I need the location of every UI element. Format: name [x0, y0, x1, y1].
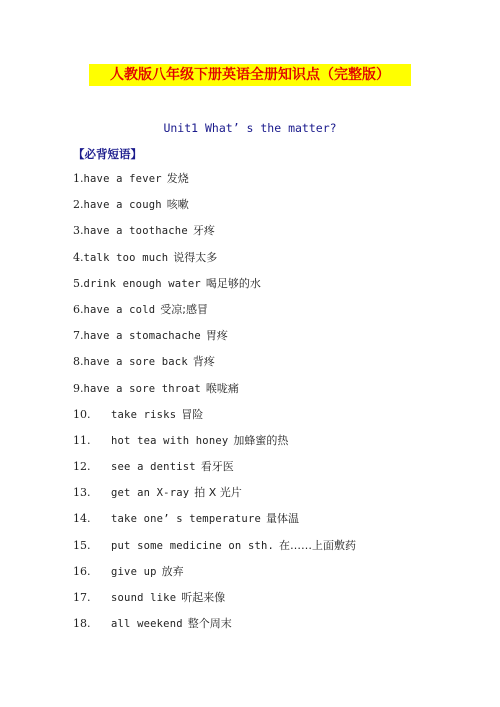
phrase-item — [73, 563, 356, 589]
phrase-chinese: 整个周末 — [187, 617, 232, 631]
phrase-item — [73, 353, 356, 379]
phrase-english: all weekend — [111, 618, 183, 631]
section-heading: 【必背短语】 — [73, 147, 142, 161]
phrase-number: 10. — [73, 407, 91, 421]
phrase-chinese: 受凉;感冒 — [160, 302, 208, 316]
phrase-number: 5. — [73, 276, 84, 290]
phrase-chinese: 拍 X 光片 — [194, 486, 242, 500]
phrase-item — [73, 275, 356, 301]
phrase-english: have a toothache — [83, 225, 188, 238]
phrase-chinese: 量体温 — [266, 512, 299, 526]
phrase-english: have a stomachache — [83, 330, 201, 343]
phrase-number: 18. — [73, 617, 91, 631]
phrase-list — [73, 170, 356, 641]
phrase-english: take one’ s temperature — [111, 513, 261, 526]
phrase-chinese: 背疼 — [192, 355, 215, 369]
phrase-number: 4. — [73, 250, 84, 264]
phrase-english: take risks — [111, 408, 177, 421]
phrase-english: give up — [111, 565, 157, 578]
phrase-number: 9. — [73, 381, 84, 395]
phrase-chinese: 说得太多 — [173, 250, 218, 264]
phrase-number: 8. — [73, 355, 84, 369]
phrase-chinese: 发烧 — [166, 172, 189, 185]
phrase-number: 11. — [73, 433, 91, 447]
phrase-item — [73, 484, 356, 510]
phrase-english: put some medicine on sth. — [111, 539, 275, 552]
phrase-number: 15. — [73, 538, 91, 552]
phrase-english: have a fever — [83, 173, 162, 185]
phrase-item — [73, 222, 356, 248]
phrase-english: sound like — [111, 592, 177, 604]
phrase-item — [73, 196, 356, 222]
phrase-chinese: 牙疼 — [192, 224, 215, 238]
phrase-item — [73, 406, 356, 432]
phrase-item — [73, 327, 356, 353]
phrase-item — [73, 537, 356, 563]
phrase-number: 6. — [73, 302, 84, 316]
phrase-number: 13. — [73, 486, 91, 500]
phrase-chinese: 看牙医 — [200, 460, 234, 474]
phrase-item — [73, 589, 356, 615]
phrase-chinese: 喝足够的水 — [205, 276, 261, 290]
phrase-chinese: 在……上面敷药 — [279, 538, 357, 552]
phrase-english: have a cough — [83, 199, 162, 212]
phrase-chinese: 听起来像 — [181, 591, 226, 604]
phrase-chinese: 喉咙痛 — [205, 381, 239, 395]
phrase-english: get an X-ray — [111, 487, 190, 500]
phrase-item — [73, 458, 356, 484]
phrase-english: talk too much — [83, 251, 169, 264]
phrase-item — [73, 380, 356, 406]
phrase-item — [73, 615, 356, 641]
phrase-item — [73, 170, 356, 196]
phrase-item — [73, 510, 356, 536]
phrase-number: 1. — [73, 172, 84, 185]
phrase-item — [73, 249, 356, 275]
phrase-english: have a sore throat — [83, 382, 201, 395]
phrase-english: have a cold — [83, 303, 156, 316]
phrase-english: hot tea with honey — [111, 434, 229, 447]
phrase-item — [73, 301, 356, 327]
phrase-number: 3. — [73, 224, 84, 238]
phrase-chinese: 放弃 — [161, 564, 184, 578]
phrase-chinese: 咳嗽 — [166, 198, 189, 212]
phrase-item — [73, 432, 356, 458]
phrase-number: 12. — [73, 460, 91, 474]
phrase-number: 7. — [73, 329, 84, 343]
phrase-chinese: 冒险 — [181, 407, 204, 421]
phrase-number: 16. — [73, 564, 91, 578]
phrase-number: 14. — [73, 512, 91, 526]
phrase-number: 2. — [73, 198, 84, 212]
phrase-chinese: 加蜂蜜的热 — [233, 433, 289, 447]
phrase-number: 17. — [73, 591, 91, 604]
unit-title: Unit1 What’ s the matter? — [163, 121, 337, 135]
phrase-english: drink enough water — [83, 277, 201, 290]
document-title: 人教版八年级下册英语全册知识点（完整版） — [89, 64, 411, 86]
phrase-english: have a sore back — [83, 356, 188, 369]
phrase-english: see a dentist — [111, 461, 196, 474]
phrase-chinese: 胃疼 — [205, 329, 228, 343]
